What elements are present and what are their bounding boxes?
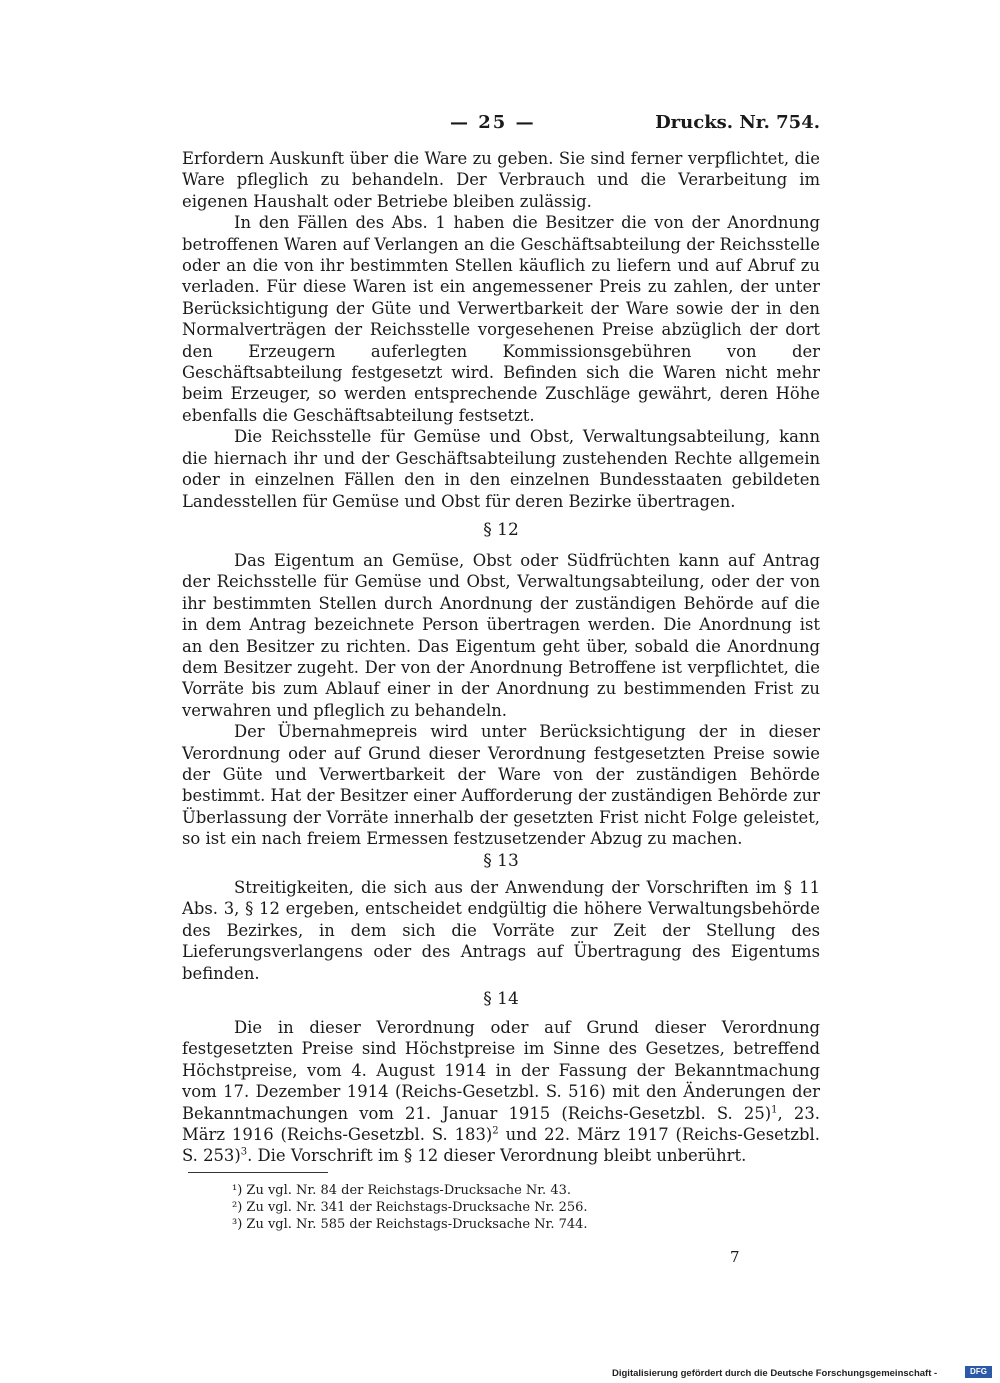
page-number: — 25 —	[450, 112, 536, 133]
print-reference: Drucks. Nr. 754.	[655, 112, 820, 133]
section-heading: § 13	[483, 851, 519, 871]
footnote: ¹) Zu vgl. Nr. 84 der Reichstags-Drucksache Nr. 43.	[232, 1183, 571, 1198]
section-heading: § 14	[483, 989, 519, 1009]
paragraph: Die Reichsstelle für Gemüse und Obst, Verwaltungsabteilung, kann die hiernach ihr und der Geschäftsabteilung zustehenden Rechte allgemein oder in einzelnen Fällen den in den einzelnen Bundesstaaten gebildeten Landesstellen für Gemüse und Obst für deren Bezirke übertragen.	[182, 427, 820, 511]
section-heading: § 12	[483, 520, 519, 540]
section-13	[182, 850, 820, 872]
body-top	[182, 148, 820, 512]
paragraph: Streitigkeiten, die sich aus der Anwendung der Vorschriften im § 11 Abs. 3, § 12 ergeben, entscheidet endgültig die höhere Verwaltungsbehörde des Bezirkes, in dem sich die Vorräte zur Zeit der Stellung des Lieferungsverlangens oder des Antrags auf Übertragung des Eigentums befinden.	[182, 878, 820, 983]
section-12-body	[182, 550, 820, 850]
paragraph: Die in dieser Verordnung oder auf Grund dieser Verordnung festgesetzten Preise sind Höchstpreise im Sinne des Gesetzes, betreffend Höchstpreise, vom 4. August 1914 in der Fassung der Bekanntmachung vom 17. Dezember 1914 (Reichs-Gesetzbl. S. 516) mit den Änderungen der Bekanntmachungen vom 21. Januar 1915 (Reichs-Gesetzbl. S. 25)$^1$, 23. März 1916 (Reichs-Gesetzbl. S. 183)$^2$ und 22. März 1917 (Reichs-Gesetzbl. S. 253)$^3$. Die Vorschrift im § 12 dieser Verordnung bleibt unberührt.	[182, 1018, 820, 1166]
footnote: ³) Zu vgl. Nr. 585 der Reichstags-Drucksache Nr. 744.	[232, 1217, 588, 1232]
sheet-number: 7	[730, 1248, 740, 1266]
section-14-body	[182, 1017, 820, 1167]
paragraph: Erfordern Auskunft über die Ware zu geben. Sie sind ferner verpflichtet, die Ware pfleglich zu behandeln. Der Verbrauch und die Verarbeitung im eigenen Haushalt oder Betriebe bleiben zulässig.	[182, 149, 820, 211]
section-13-body	[182, 877, 820, 984]
footnote-divider	[188, 1172, 328, 1173]
footnote-ref: 1	[771, 1104, 778, 1116]
section-14	[182, 988, 820, 1010]
section-12	[182, 519, 820, 541]
footnote-ref: 3	[240, 1146, 248, 1158]
footnote: ²) Zu vgl. Nr. 341 der Reichstags-Drucksache Nr. 256.	[232, 1200, 588, 1215]
footnote-ref: 2	[492, 1125, 499, 1137]
paragraph: In den Fällen des Abs. 1 haben die Besitzer die von der Anordnung betroffenen Waren auf Verlangen an die Geschäftsabteilung der Reichsstelle oder an die von ihr bestimmten Stellen käuflich zu liefern und auf Abruf zu verladen. Für diese Waren ist ein angemessener Preis zu zahlen, der unter Berücksichtigung der Güte und Verwertbarkeit der Ware sowie der in den Normalverträgen der Reichsstelle vorgesehenen Preise abzüglich der dort den Erzeugern auferlegten Kommissionsgebühren von der Geschäftsabteilung festgesetzt wird. Befinden sich die Waren nicht mehr beim Erzeuger, so werden entsprechende Zuschläge gewährt, deren Höhe ebenfalls die Geschäftsabteilung festsetzt.	[182, 213, 820, 425]
dfg-logo: DFG	[965, 1366, 992, 1378]
digitization-credit: Digitalisierung gefördert durch die Deutsche Forschungsgemeinschaft -	[612, 1368, 938, 1379]
page-header	[180, 112, 820, 136]
paragraph: Das Eigentum an Gemüse, Obst oder Südfrüchten kann auf Antrag der Reichsstelle für Gemüse und Obst, Verwaltungsabteilung, oder der von ihr bestimmten Stellen durch Anordnung der zuständigen Behörde auf die in dem Antrag bezeichnete Person übertragen werden. Die Anordnung ist an den Besitzer zu richten. Das Eigentum geht über, sobald die Anordnung dem Besitzer zugeht. Der von der Anordnung Betroffene ist verpflichtet, die Vorräte bis zum Ablauf einer in der Anordnung zu bestimmenden Frist zu verwahren und pfleglich zu behandeln.	[182, 551, 820, 720]
paragraph: Der Übernahmepreis wird unter Berücksichtigung der in dieser Verordnung oder auf Grund dieser Verordnung festgesetzten Preise sowie der Güte und Verwertbarkeit der Ware von der zuständigen Behörde bestimmt. Hat der Besitzer einer Aufforderung der zuständigen Behörde zur Überlassung der Vorräte innerhalb der gesetzten Frist nicht Folge geleistet, so ist ein nach freiem Ermessen festzusetzender Abzug zu machen.	[182, 722, 820, 849]
